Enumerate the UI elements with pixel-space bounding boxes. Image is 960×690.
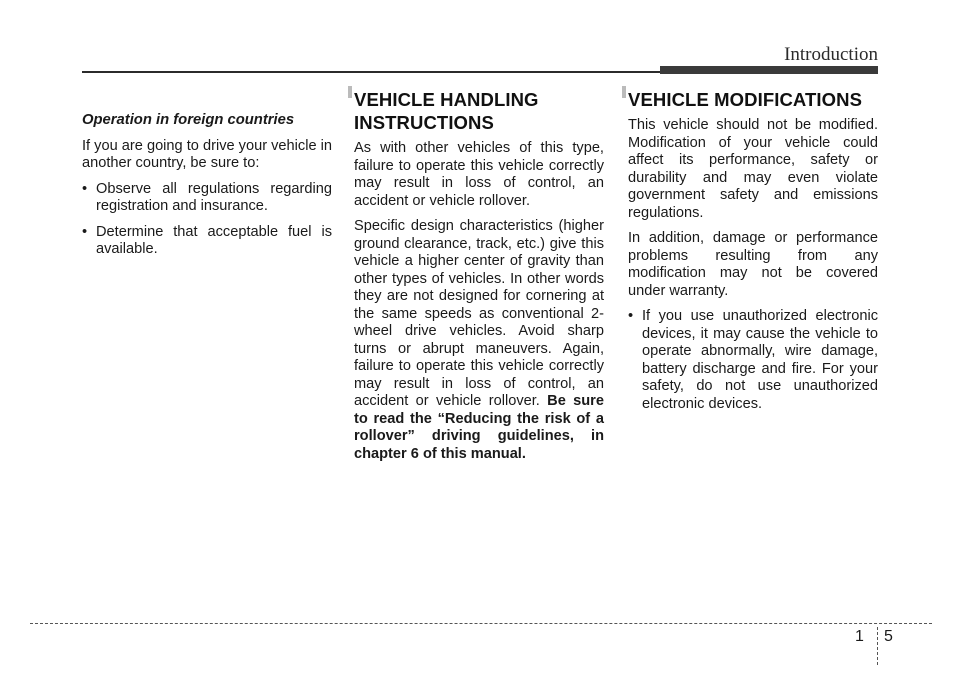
column-foreign-countries xyxy=(82,88,332,267)
chapter-number: 1 xyxy=(855,628,864,645)
bullet-icon: • xyxy=(628,308,634,324)
handling-paragraph-2 xyxy=(354,218,604,463)
column-vehicle-modifications xyxy=(628,88,878,421)
column-vehicle-handling xyxy=(354,88,604,471)
handling-paragraph-2-text: Specific design characteristics (higher ground clearance, track, etc.) give this vehicle a higher center of gravity than other types of vehicles. In other words they are not designed for cornering at the same speeds as conventional 2-wheel drive vehicles. Avoid sharp turns or abrupt maneuvers. Again, failure to operate this vehicle correctly may result in loss of control, an accident or vehicle rollover. xyxy=(354,218,604,409)
heading-line-1: VEHICLE HANDLING xyxy=(354,89,539,110)
bullet-list xyxy=(82,181,332,259)
handling-paragraph-1: As with other vehicles of this type, failure to operate this vehicle correctly may result in loss of control, an accident or vehicle rollover. xyxy=(354,140,604,209)
header-rule xyxy=(82,71,662,73)
footer-rule xyxy=(30,623,932,624)
list-item xyxy=(82,224,332,259)
page-number-separator xyxy=(877,627,878,665)
modifications-paragraph-1: This vehicle should not be modified. Modification of your vehicle could affect its performance, safety or durability and may even violate government safety and emissions regulations. xyxy=(628,117,878,221)
heading-vehicle-modifications xyxy=(628,88,878,111)
header-rule-accent xyxy=(660,66,878,74)
intro-paragraph: If you are going to drive your vehicle in another country, be sure to: xyxy=(82,137,332,171)
heading-text: VEHICLE MODIFICATIONS xyxy=(628,89,863,110)
list-item-text: If you use unauthorized electronic devices, it may cause the vehicle to operate abnormally, wire damage, battery discharge and fire. For your safety, do not use unauthorized electronic devices. xyxy=(642,308,878,412)
heading-line-2: INSTRUCTIONS xyxy=(354,112,494,133)
section-title: Introduction xyxy=(784,44,878,65)
heading-marker xyxy=(348,86,352,98)
bullet-list xyxy=(628,308,878,413)
rollover-warning: Be sure to read the “Reducing the risk of a rollover” driving guidelines, in chapter 6 of this manual. xyxy=(354,393,604,462)
modifications-paragraph-2: In addition, damage or performance problems resulting from any modification may not be covered under warranty. xyxy=(628,230,878,299)
list-item-text: Determine that acceptable fuel is available. xyxy=(96,223,332,257)
list-item xyxy=(82,181,332,216)
heading-marker xyxy=(622,86,626,98)
subheading-foreign-countries: Operation in foreign countries xyxy=(82,112,295,128)
page-number: 5 xyxy=(884,628,893,645)
bullet-icon: • xyxy=(82,223,88,240)
list-item-text: Observe all regulations regarding registration and insurance. xyxy=(96,180,332,214)
heading-vehicle-handling xyxy=(354,88,604,134)
list-item xyxy=(628,308,878,413)
bullet-icon: • xyxy=(82,180,88,197)
